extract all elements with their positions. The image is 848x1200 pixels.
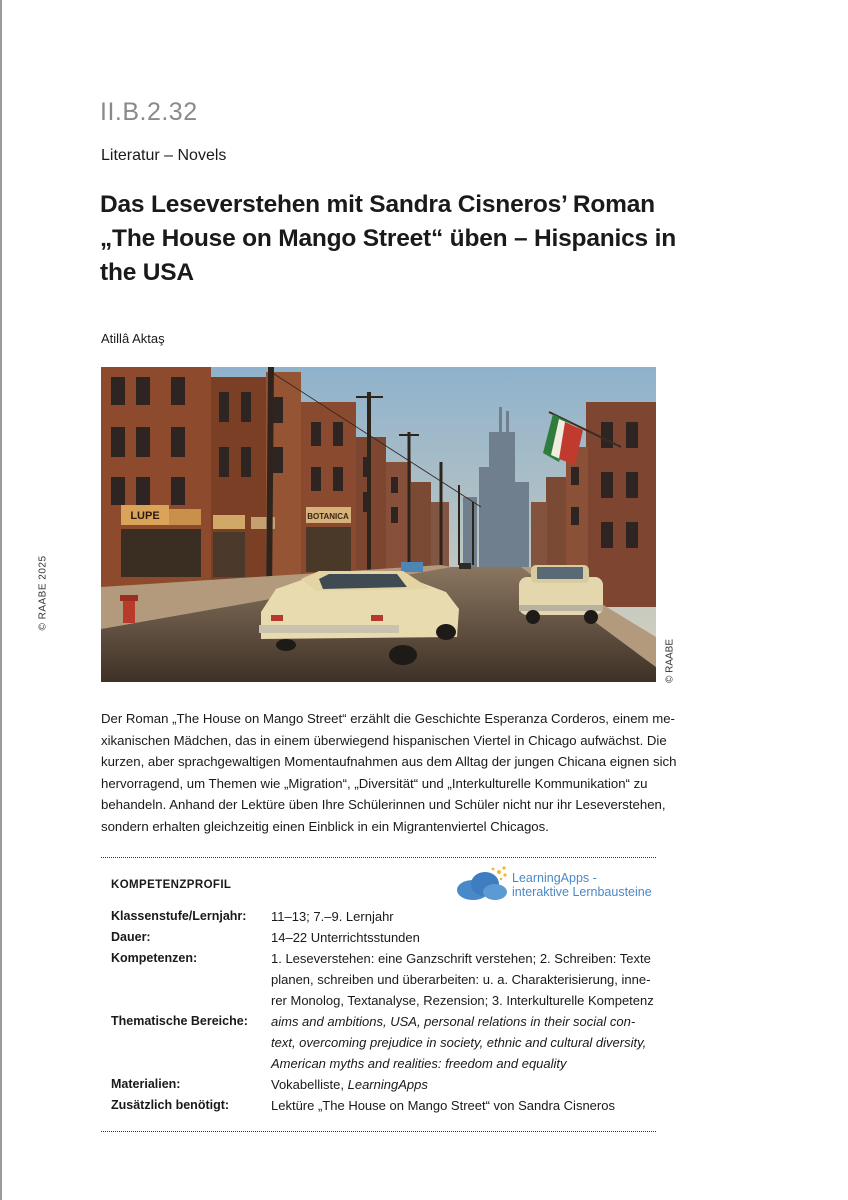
distant-car: [459, 563, 471, 569]
profile-row-dauer: [111, 927, 656, 948]
kompetenzprofil-table: [111, 906, 656, 1116]
profile-value-line: 11–13; 7.–9. Lernjahr: [271, 909, 394, 924]
intro-line: sondern erhalten gleichzeitig einen Einblick in ein Migrantenviertel Chicagos.: [101, 818, 549, 834]
store-sign-botanica: BOTANICA: [307, 512, 349, 521]
profile-value-line: American myths and realities: freedom and equality: [271, 1056, 567, 1071]
cloud-icon: [455, 864, 511, 904]
side-copyright: © RAABE 2025: [37, 555, 49, 631]
profile-value: [271, 1011, 656, 1074]
profile-label: Kompetenzen:: [111, 951, 198, 965]
cover-photo: [101, 367, 656, 682]
profile-value-line: aims and ambitions, USA, personal relations in their social con-: [271, 1014, 636, 1029]
profile-value: [271, 927, 656, 948]
dotted-divider-bottom: [101, 1131, 656, 1132]
profile-label: Klassenstufe/Lernjahr:: [111, 909, 247, 923]
profile-label: Thematische Bereiche:: [111, 1014, 248, 1028]
intro-line: hervorragend, um Themen wie „Migration“, „Diversität“ und „Interkulturelle Kommunikation“ zu: [101, 775, 648, 791]
profile-row-thematische-bereiche: [111, 1011, 656, 1074]
page-left-rule: [0, 0, 2, 1200]
intro-paragraph: [101, 708, 677, 837]
intro-line: xikanischen Mädchen, das in einem überwiegend hispanischen Viertel in Chicago aufwächst. Die: [101, 732, 667, 748]
profile-row-zusaetzlich: [111, 1095, 656, 1116]
document-code: II.B.2.32: [100, 98, 198, 126]
intro-line: kurzen, aber sprachgewaltigen Momentaufnahmen aus dem Alltag der jungen Chicana eignen sich: [101, 754, 677, 769]
profile-value: [271, 906, 656, 927]
author: Atillâ Aktaş: [101, 331, 165, 346]
profile-value-line: planen, schreiben und überarbeiten: u. a. Charakterisierung, inne-: [271, 972, 651, 987]
storefronts: [121, 505, 351, 577]
intro-line: behandeln. Anhand der Lektüre üben Ihre Schülerinnen und Schüler nicht nur ihr Leseverstehen,: [101, 797, 666, 812]
profile-value-line: Lektüre „The House on Mango Street“ von Sandra Cisneros: [271, 1098, 615, 1113]
profile-value-line: rer Monolog, Textanalyse, Rezension; 3. Interkulturelle Kompetenz: [271, 993, 654, 1008]
profile-value-text: Vokabelliste,: [271, 1077, 348, 1092]
profile-label: Materialien:: [111, 1077, 181, 1091]
title-line: the USA: [100, 259, 194, 286]
profile-value-italic: LearningApps: [347, 1077, 428, 1092]
distant-car: [401, 562, 423, 572]
street-scene-illustration: [101, 367, 656, 682]
learningapps-label: [512, 871, 652, 899]
title-line: „The House on Mango Street“ üben – Hispanics in: [100, 225, 676, 252]
intro-line: Der Roman „The House on Mango Street“ erzählt die Geschichte Esperanza Corderos, einem me-: [101, 711, 675, 726]
store-sign-lupe: LUPE: [130, 510, 160, 522]
profile-row-kompetenzen: [111, 948, 656, 1011]
learningapps-line: LearningApps -: [512, 871, 597, 885]
learningapps-line: interaktive Lernbausteine: [512, 885, 652, 899]
profile-row-materialien: [111, 1074, 656, 1095]
profile-value: [271, 1074, 656, 1095]
kompetenzprofil-heading: KOMPETENZPROFIL: [111, 879, 232, 891]
photo-credit: © RAABE: [664, 638, 676, 684]
title-line: Das Leseverstehen mit Sandra Cisneros’ Roman: [100, 191, 655, 218]
profile-label: Dauer:: [111, 930, 151, 944]
document-title: [100, 188, 680, 290]
profile-value-line: 14–22 Unterrichtsstunden: [271, 930, 420, 945]
profile-row-klassenstufe: [111, 906, 656, 927]
profile-value: [271, 1095, 656, 1116]
profile-value-line: 1. Leseverstehen: eine Ganzschrift verstehen; 2. Schreiben: Texte: [271, 951, 651, 966]
dotted-divider-top: [101, 857, 656, 858]
profile-value: [271, 948, 656, 1011]
subject-line: Literatur – Novels: [101, 147, 227, 164]
learningapps-logo[interactable]: [455, 864, 660, 904]
profile-value-line: text, overcoming prejudice in society, ethnic and cultural diversity,: [271, 1035, 647, 1050]
profile-label: Zusätzlich benötigt:: [111, 1098, 230, 1112]
